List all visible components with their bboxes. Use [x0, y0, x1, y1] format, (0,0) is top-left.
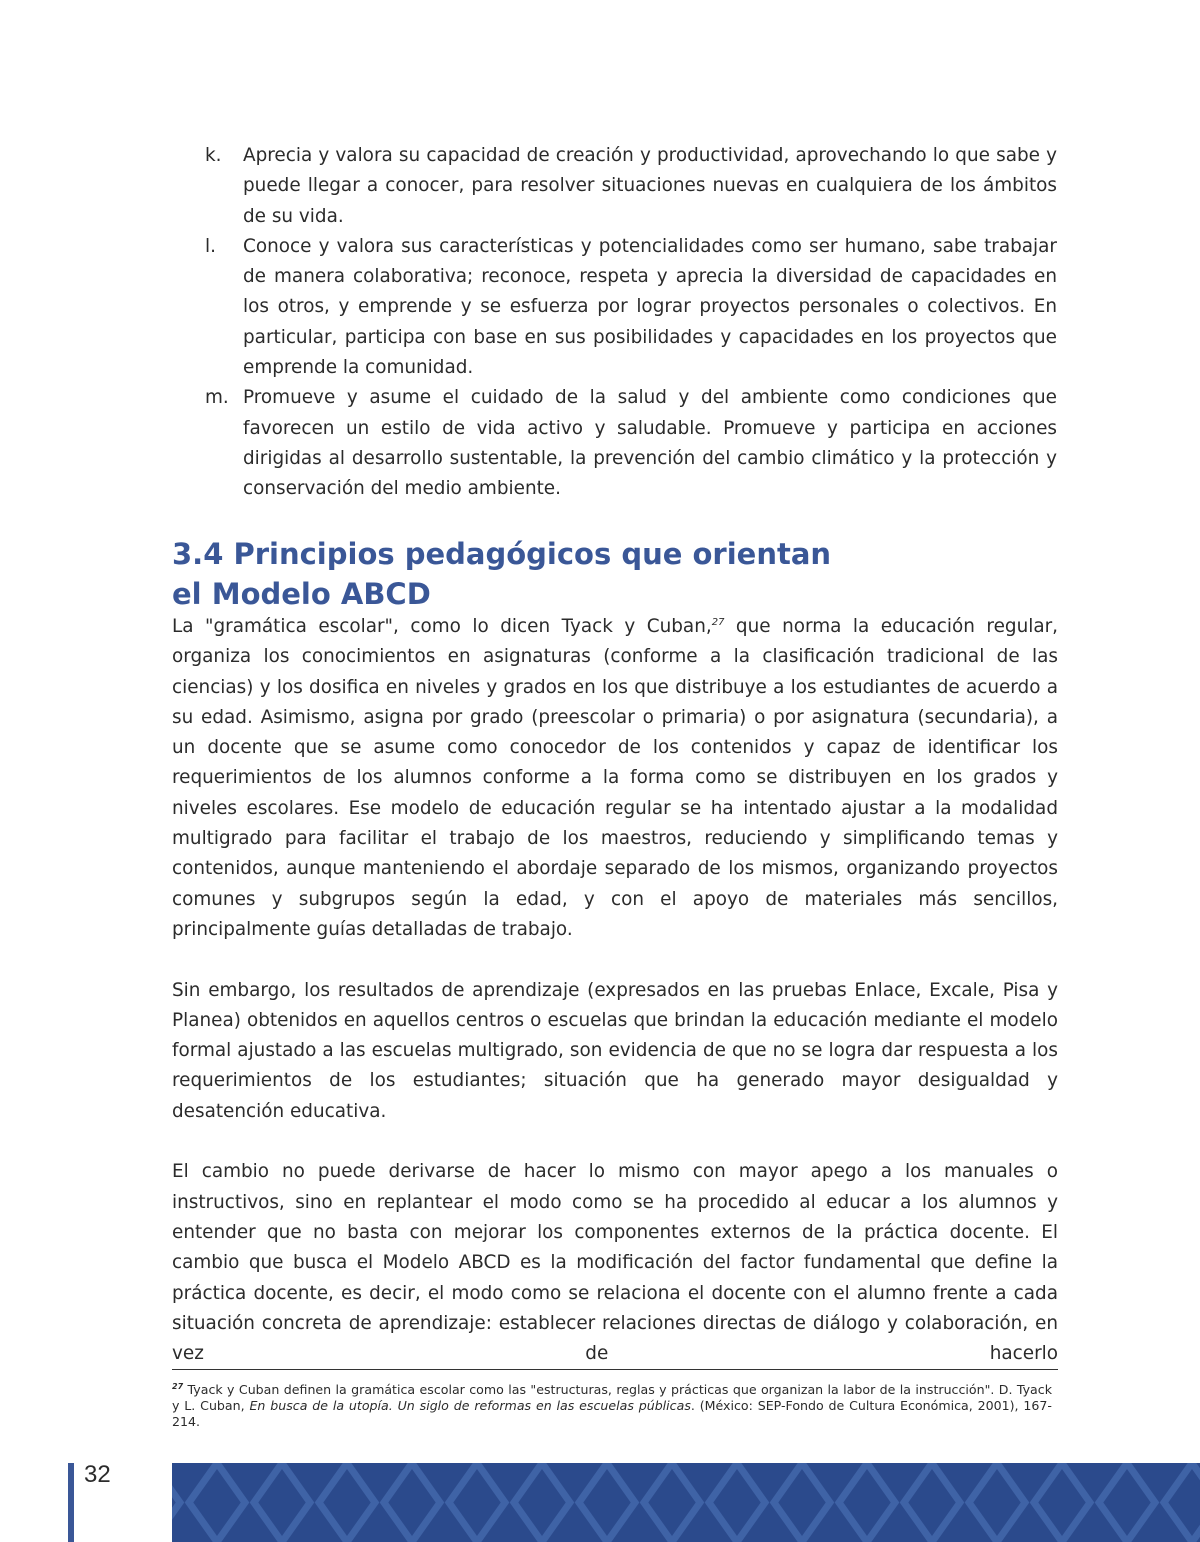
- section-heading: [172, 534, 831, 614]
- footer-pattern: [172, 1463, 1200, 1542]
- footnote-number: 27: [172, 1382, 184, 1391]
- list-marker: l.: [205, 235, 216, 257]
- section-heading-line2: el Modelo ABCD: [172, 577, 431, 611]
- footnote-text-end: . (México: SEP-Fondo de Cultura Económica, 2001), 167-214.: [172, 1398, 1052, 1429]
- body-text: [172, 612, 1058, 1369]
- paragraph-1-rest: que norma la educación regular, organiza los conocimientos en asignaturas (conforme a la clasificación tradicional de las ciencias) y los dosifica en niveles y grados en los que distribuye a los estudiantes de acuerdo a su edad. Asimismo, asigna por grado (preescolar o primaria) o por asignatura (secundaria), a un docente que se asume como conocedor de los contenidos y capaz de identificar los requerimientos de los alumnos conforme a la forma como se distribuyen en los grados y niveles escolares. Ese modelo de educación regular se ha intentado ajustar a la modalidad multigrado para facilitar el trabajo de los maestros, reduciendo y simplificando temas y contenidos, aunque manteniendo el abordaje separado de los mismos, organizando proyectos comunes y subgrupos según la edad, y con el apoyo de materiales más sencillos, principalmente guías detalladas de trabajo.: [172, 616, 1059, 940]
- paragraph-2: Sin embargo, los resultados de aprendizaje (expresados en las pruebas Enlace, Excale, Pisa y Planea) obtenidos en aquellos centros o escuelas que brindan la educación mediante el modelo formal ajustado a las escuelas multigrado, son evidencia de que no se logra dar respuesta a los requerimientos de los estudiantes; situación que ha generado mayor desigualdad y desatención educativa.: [172, 979, 1058, 1122]
- objectives-list: [205, 141, 1057, 505]
- list-marker: m.: [205, 387, 229, 409]
- footnote-reference[interactable]: 27: [711, 617, 725, 628]
- paragraph-1: [172, 612, 1058, 945]
- page-number: 32: [84, 1461, 111, 1488]
- list-item-text: Conoce y valora sus características y potencialidades como ser humano, sabe trabajar de manera colaborativa; reconoce, respeta y aprecia la diversidad de capacidades en los otros, y emprende y se esfuerza por lograr proyectos personales o colectivos. En particular, participa con base en sus posibilidades y capacidades en los proyectos que emprende la comunidad.: [243, 235, 1057, 379]
- section-heading-line1: 3.4 Principios pedagógicos que orientan: [172, 537, 832, 571]
- list-marker: k.: [205, 145, 222, 166]
- list-item-text: Promueve y asume el cuidado de la salud y del ambiente como condiciones que favorecen un estilo de vida activo y saludable. Promueve y participa en acciones dirigidas al desarrollo sustentable, la prevención del cambio climático y la protección y conservación del medio ambiente.: [243, 387, 1057, 500]
- paragraph-3: El cambio no puede derivarse de hacer lo mismo con mayor apego a los manuales o instructivos, sino en replantear el modo como se ha procedido al educar a los alumnos y entender que no basta con mejorar los componentes externos de la práctica docente. El cambio que busca el Modelo ABCD es la modificación del factor fundamental que define la práctica docente, es decir, el modo como se relaciona el docente con el alumno frente a cada situación concreta de aprendizaje: establecer relaciones directas de diálogo y colaboración, en vez de hacerlo: [172, 1161, 1058, 1365]
- page-side-bar: [68, 1463, 74, 1542]
- list-item-l: [205, 232, 1057, 383]
- footnote: [172, 1379, 1052, 1430]
- footnote-divider: [172, 1369, 1058, 1370]
- footnote-book-title: En busca de la utopía. Un siglo de reformas en las escuelas públicas: [249, 1398, 691, 1413]
- list-item-m: [205, 383, 1057, 504]
- footnote-text-start: Tyack y Cuban definen la gramática escolar como las "estructuras, reglas y prácticas que organizan la labor de la instrucción". D. Tyack y L. Cuban,: [172, 1382, 1052, 1413]
- footer-pattern-band: [172, 1463, 1200, 1542]
- list-item-text: Aprecia y valora su capacidad de creación y productividad, aprovechando lo que sabe y puede llegar a conocer, para resolver situaciones nuevas en cualquiera de los ámbitos de su vida.: [243, 145, 1057, 227]
- paragraph-1-start: La "gramática escolar", como lo dicen Tyack y Cuban,: [172, 616, 712, 637]
- list-item-k: [205, 141, 1057, 232]
